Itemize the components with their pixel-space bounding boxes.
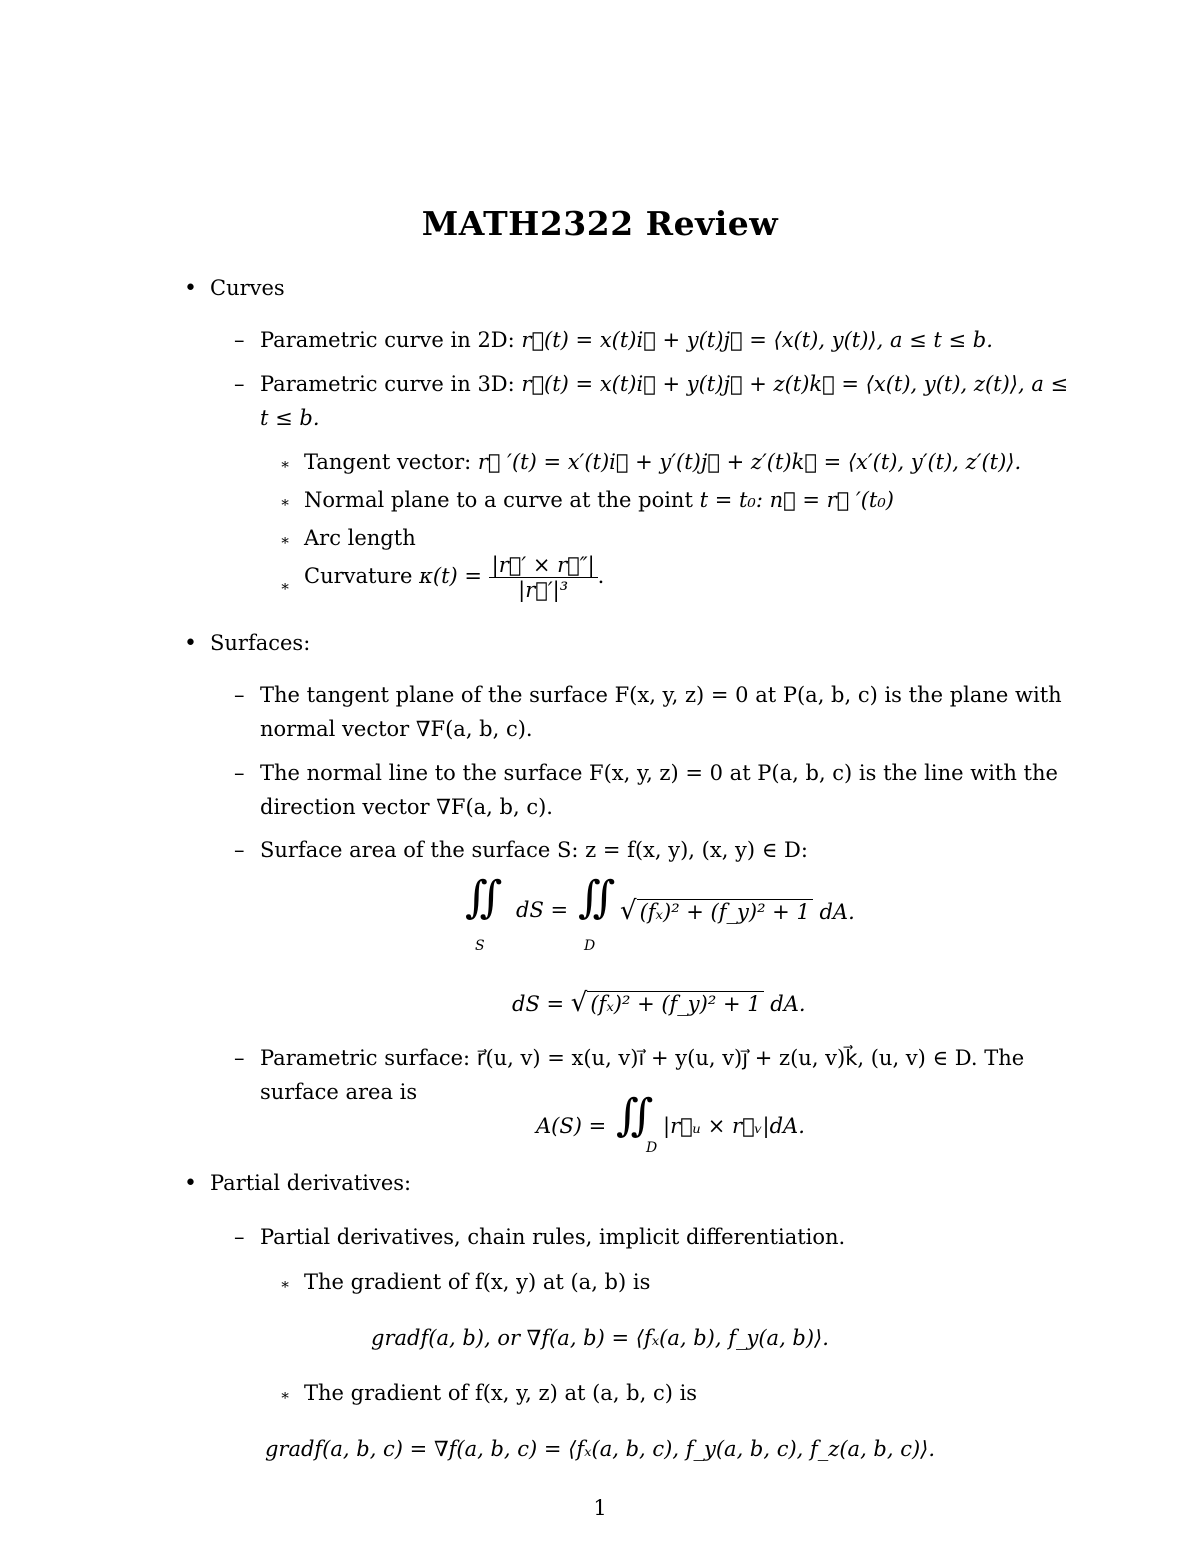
- dash-marker: –: [234, 838, 245, 862]
- curvature-fraction: [489, 553, 598, 602]
- normal-line-text: The normal line to the surface F(x, y, z) = 0 at P(a, b, c) is the line with the: [260, 761, 1058, 785]
- curvature-lhs: κ(t) =: [419, 564, 489, 588]
- tangent-plane-text: The tangent plane of the surface F(x, y, z) = 0 at P(a, b, c) is the plane with: [260, 683, 1062, 707]
- star-marker: ∗: [280, 531, 291, 549]
- dash-marker: –: [234, 372, 245, 396]
- dash-marker: –: [234, 1046, 245, 1070]
- section-heading-partials: Partial derivatives:: [210, 1171, 412, 1195]
- page-title: MATH2322 Review: [421, 204, 779, 243]
- normal-line-text-cont: direction vector ∇F(a, b, c).: [260, 795, 553, 819]
- integral-sub-s: S: [475, 938, 485, 954]
- param-area-rhs: |r⃗ᵤ × r⃗ᵥ|dA.: [663, 1114, 805, 1138]
- eq2-lhs: dS =: [512, 992, 571, 1016]
- star-marker: ∗: [280, 1386, 291, 1404]
- section-heading-curves: Curves: [210, 276, 285, 300]
- surface-area-eq1-lhs: dS =: [516, 898, 569, 922]
- tangent-equation: r⃗ ′(t) = x′(t)i⃗ + y′(t)j⃗ + z′(t)k⃗ = ⟨x′(t), y′(t), z′(t)⟩.: [477, 450, 1022, 474]
- star-marker: ∗: [280, 455, 291, 473]
- tangent-label: Tangent vector:: [304, 450, 478, 474]
- normal-plane-line: [304, 488, 894, 512]
- page-number: 1: [593, 1496, 607, 1520]
- param-3d-line: [260, 372, 1068, 396]
- param-2d-equation: r⃗(t) = x(t)i⃗ + y(t)j⃗ = ⟨x(t), y(t)⟩, a ≤ t ≤ b.: [521, 328, 993, 352]
- param-2d-line: [260, 328, 993, 352]
- gradient-3d-equation: gradf(a, b, c) = ∇f(a, b, c) = ⟨fₓ(a, b, c), f_y(a, b, c), f_z(a, b, c)⟩.: [264, 1437, 936, 1461]
- curvature-numerator: |r⃗′ × r⃗″|: [489, 553, 598, 578]
- sqrt-icon: √: [570, 988, 588, 1018]
- curvature-label: Curvature: [304, 564, 420, 588]
- curvature-end: .: [597, 564, 605, 588]
- double-integral-sign: ∬: [578, 872, 616, 923]
- surface-area-eq1-rhs: [620, 896, 855, 926]
- normal-plane-label: Normal plane to a curve at the point: [304, 488, 700, 512]
- surface-area-equation-1: [465, 872, 502, 923]
- param-area-integral: [616, 1090, 653, 1141]
- radicand: (fₓ)² + (f_y)² + 1: [587, 991, 763, 1016]
- normal-plane-equation: t = t₀: n⃗ = r⃗ ′(t₀): [699, 488, 894, 512]
- surface-area-eq1-integral: [578, 872, 615, 923]
- dash-marker: –: [234, 761, 245, 785]
- partials-rules: Partial derivatives, chain rules, implicit differentiation.: [260, 1225, 846, 1249]
- param-3d-equation: r⃗(t) = x(t)i⃗ + y(t)j⃗ + z(t)k⃗ = ⟨x(t), y(t), z(t)⟩, a ≤: [521, 372, 1069, 396]
- integral-sub-d: D: [584, 938, 596, 954]
- surface-area-label: Surface area of the surface S: z = f(x, y), (x, y) ∈ D:: [260, 838, 808, 862]
- bullet: •: [184, 631, 197, 656]
- dash-marker: –: [234, 328, 245, 352]
- curvature-denominator: |r⃗′|³: [518, 578, 569, 602]
- bullet: •: [184, 1171, 197, 1196]
- tangent-vector-line: [304, 450, 1021, 474]
- surface-area-equation-2: [512, 988, 806, 1018]
- gradient-2d-label: The gradient of f(x, y) at (a, b) is: [304, 1270, 651, 1294]
- param-2d-label: Parametric curve in 2D:: [260, 328, 522, 352]
- param-3d-equation-cont: t ≤ b.: [260, 406, 320, 430]
- sqrt-icon: √: [620, 896, 637, 926]
- param-surface-text: Parametric surface: r⃗(u, v) = x(u, v)i⃗ + y(u, v)j⃗ + z(u, v)k⃗, (u, v) ∈ D. The: [260, 1046, 1025, 1070]
- eq-end: dA.: [763, 992, 806, 1016]
- curvature-line: [304, 553, 604, 602]
- star-marker: ∗: [280, 577, 291, 595]
- param-area-sub: D: [646, 1140, 658, 1156]
- bullet: •: [184, 276, 197, 301]
- param-3d-label: Parametric curve in 3D:: [260, 372, 522, 396]
- dash-marker: –: [234, 683, 245, 707]
- star-marker: ∗: [280, 493, 291, 511]
- param-surface-text-cont: surface area is: [260, 1080, 418, 1104]
- dash-marker: –: [234, 1225, 245, 1249]
- radicand: (fₓ)² + (f_y)² + 1: [637, 899, 813, 924]
- eq-end: dA.: [812, 900, 855, 924]
- gradient-2d-equation: gradf(a, b), or ∇f(a, b) = ⟨fₓ(a, b), f_y(a, b)⟩.: [371, 1326, 829, 1350]
- star-marker: ∗: [280, 1275, 291, 1293]
- gradient-3d-label: The gradient of f(x, y, z) at (a, b, c) is: [304, 1381, 698, 1405]
- double-integral-sign: ∬: [465, 872, 503, 923]
- param-area-lhs: A(S) =: [536, 1114, 607, 1138]
- arc-length: Arc length: [304, 526, 416, 550]
- tangent-plane-text-cont: normal vector ∇F(a, b, c).: [260, 717, 533, 741]
- section-heading-surfaces: Surfaces:: [210, 631, 311, 655]
- double-integral-sign: ∬: [616, 1090, 654, 1141]
